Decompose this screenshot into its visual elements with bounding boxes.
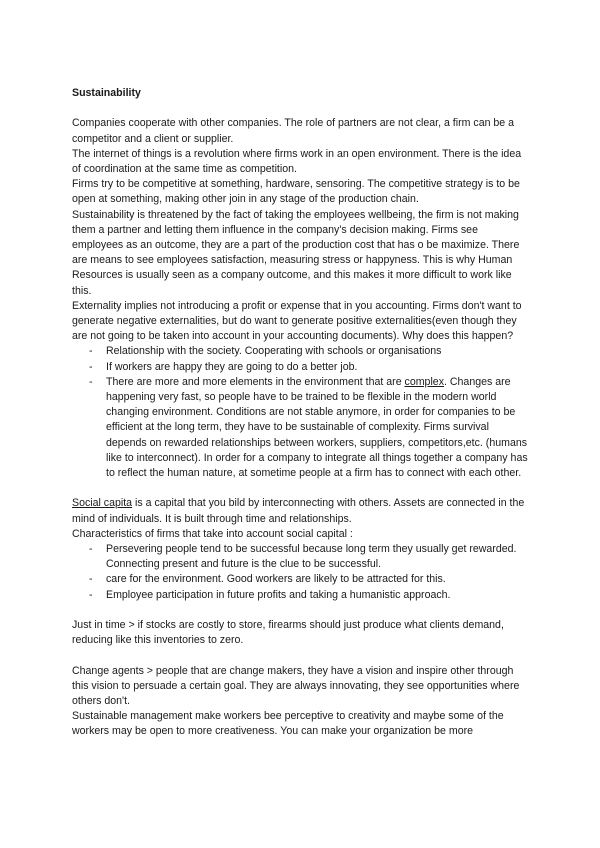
externality-reasons-list bbox=[72, 344, 532, 481]
paragraph-just-in-time: Just in time > if stocks are costly to store, firearms should just produce what clients demand, reducing like this inventories to zero. bbox=[72, 619, 504, 647]
list-item: - Relationship with the society. Cooperating with schools or organisations bbox=[106, 344, 532, 359]
characteristics-heading: Characteristics of firms that take into account social capital : bbox=[72, 527, 353, 540]
section-social-capital bbox=[72, 496, 532, 602]
characteristics-list bbox=[72, 542, 532, 603]
list-item: - Persevering people tend to be successful because long term they usually get rewarded. Connecting present and future is the clue to be successful. bbox=[106, 542, 532, 572]
list-item-text: There are more and more elements in the environment that are bbox=[106, 375, 405, 388]
list-item: - If workers are happy they are going to do a better job. bbox=[106, 360, 532, 375]
list-item bbox=[106, 375, 532, 481]
underlined-term-social-capita: Social capita bbox=[72, 497, 133, 510]
list-item: - care for the environment. Good workers are likely to be attracted for this. bbox=[106, 572, 532, 587]
paragraph-social-capital bbox=[72, 496, 532, 526]
section-change-agents bbox=[72, 664, 532, 740]
page-title: Sustainability bbox=[72, 87, 141, 99]
spacer bbox=[72, 603, 532, 618]
paragraph-competitive-strategy: Firms try to be competitive at something, hardware, sensoring. The competitive strategy is to be open at something, making other join in any stage of the production chain. bbox=[72, 178, 520, 206]
paragraph-sustainable-management: Sustainable management make workers bee perceptive to creativity and maybe some of the workers may be open to more creativeness. You can make your organization be more bbox=[72, 710, 504, 738]
spacer bbox=[72, 101, 532, 116]
spacer bbox=[72, 648, 532, 663]
paragraph-externality: Externality implies not introducing a profit or expense that in you accounting. Firms don't want to generate negative externalities, but do want to generate positive externalities(even though they are not going to be taken into account in your accounting documents). Why does this happen? bbox=[72, 299, 522, 343]
paragraph-partners: Companies cooperate with other companies. The role of partners are not clear, a firm can be a competitor and a client or supplier. bbox=[72, 117, 515, 145]
section-just-in-time bbox=[72, 618, 532, 648]
document-page bbox=[72, 86, 532, 740]
list-item-text: . Changes are happening very fast, so people have to be trained to be flexible in the modern world changing environment. Conditions are not stable anymore, in order for companies to be efficient at the long term, they have to be sustainable of complexity. Firms survival depends on rewarded relationships between workers, suppliers, competitors,etc. (humans like to interconnect). In order for a company to integrate all things together a company has to reflect the human nature, at sometime people at a firm has to connect with each other. bbox=[106, 375, 528, 480]
spacer bbox=[72, 481, 532, 496]
paragraph-sustainability: Sustainability is threatened by the fact of taking the employees wellbeing, the firm is not making them a partner and letting them influence in the company's decision making. Firms see employees as an outcome, they are a part of the production cost that has o be maximize. There are means to see employees satisfaction, measuring stress or happyness. This is why Human Resources is usually seen as a company outcome, and this makes it more difficult to work like this. bbox=[72, 208, 520, 297]
paragraph-text: is a capital that you bild by interconnecting with others. Assets are connected in the mind of individuals. It is built through time and relationships. bbox=[72, 497, 525, 525]
section-partners bbox=[72, 116, 532, 481]
paragraph-change-agents: Change agents > people that are change makers, they have a vision and inspire other through this vision to persuade a certain goal. They are always innovating, they see opportunities where others don't. bbox=[72, 664, 520, 708]
paragraph-internet-of-things: The internet of things is a revolution where firms work in an open environment. There is the idea of coordination at the same time as competition. bbox=[72, 147, 522, 175]
underlined-term-complex: complex bbox=[404, 375, 444, 388]
list-item: - Employee participation in future profits and taking a humanistic approach. bbox=[106, 588, 532, 603]
